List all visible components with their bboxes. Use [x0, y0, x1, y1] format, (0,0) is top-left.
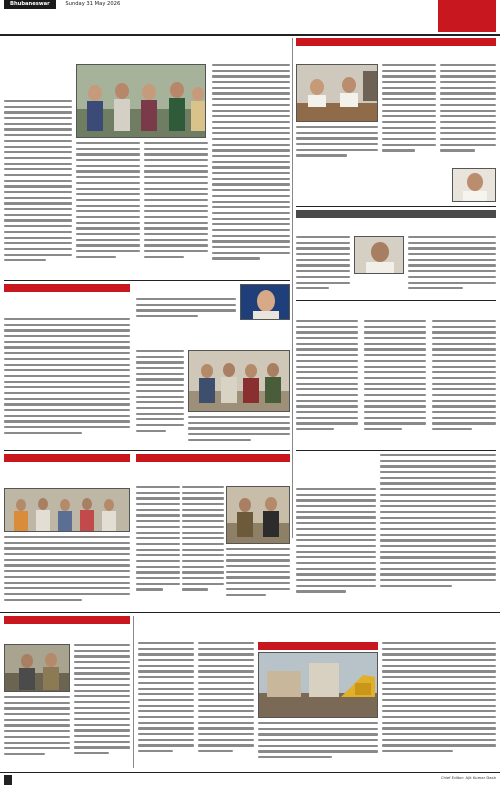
- left-brief-1-headline: [4, 294, 130, 314]
- right-mid-headline: [296, 220, 496, 232]
- right-top-kicker: [296, 38, 496, 46]
- crime-scene-photo-image: [5, 645, 70, 692]
- center-second-body-3: [226, 548, 290, 606]
- right-mid-body-2: [408, 236, 496, 300]
- brief-center-body: [136, 298, 236, 324]
- column-divider: [133, 616, 134, 768]
- center-second-body-2: [182, 486, 224, 606]
- bottom-main-kicker: [258, 642, 378, 650]
- section-rule: [4, 280, 290, 281]
- right-top-photo: [296, 64, 378, 122]
- crowd-photo-image: [5, 489, 130, 532]
- right-small-body-1: [296, 488, 376, 606]
- folio-line: [4, 0, 324, 9]
- masthead-date-odia: [328, 1, 438, 10]
- bottom-main-headline: [138, 616, 496, 638]
- bottom-main-body-1: [138, 642, 194, 766]
- advert-photo-image: [241, 285, 290, 320]
- right-top-headline: [296, 48, 496, 62]
- demolition-photo-image: [259, 653, 378, 718]
- right-small-body-2: [380, 454, 496, 606]
- lead-body-col-3: [144, 142, 208, 276]
- right-top-body-3: [296, 126, 378, 164]
- left-brief-1-body: [4, 318, 130, 448]
- bottom-left-body-1: [74, 644, 130, 766]
- brief-center-photo: [240, 284, 290, 320]
- person-photo-image: [355, 237, 404, 274]
- chief-editor: Chief Editor: Ajit Kumar Dash: [440, 775, 496, 780]
- left-brief-2-photo: [4, 488, 130, 532]
- lead-headline: [4, 38, 290, 60]
- bottom-section-rule: [0, 612, 500, 613]
- meeting-photo-image: [297, 65, 378, 122]
- lead-photo-image: [77, 65, 206, 138]
- right-mid2-body-2: [364, 320, 426, 446]
- left-brief-1-kicker: [4, 284, 130, 292]
- center-second-kicker: [136, 454, 290, 462]
- center-second-headline: [136, 464, 290, 482]
- lead-bullets: [4, 64, 72, 100]
- bottom-main-photo: [258, 652, 378, 718]
- police-photo-image: [227, 487, 290, 544]
- left-brief-2-kicker: [4, 454, 130, 462]
- left-brief-2-headline: [4, 464, 130, 486]
- center-big-headline: [136, 326, 290, 346]
- right-top-body-2: [440, 64, 496, 164]
- bottom-main-body-4: [382, 642, 496, 766]
- right-mid-kicker: [296, 210, 496, 218]
- section-rule: [296, 300, 496, 301]
- page-footer: [0, 772, 500, 787]
- section-rule: [4, 450, 290, 451]
- left-brief-2-body: [4, 536, 130, 608]
- page-number-box: [4, 775, 12, 785]
- right-mid-body-1: [296, 236, 350, 300]
- edition-date: Sunday 31 May 2026: [65, 1, 121, 7]
- right-mid2-headline: [296, 304, 496, 316]
- lead-photo: [76, 64, 206, 138]
- newspaper-logo: [438, 0, 496, 32]
- section-rule: [296, 450, 496, 451]
- right-mid-photo: [354, 236, 404, 274]
- lead-body-col-1: [4, 100, 72, 276]
- right-small-headline: [296, 454, 376, 484]
- masthead-rule: [0, 34, 500, 36]
- arrest-photo-image: [189, 351, 290, 412]
- center-second-body-1: [136, 486, 180, 606]
- bottom-main-body-3: [258, 722, 378, 766]
- right-top-portrait: [452, 168, 496, 202]
- center-big-body-1: [136, 350, 184, 446]
- center-big-body-2: [188, 416, 290, 446]
- center-second-photo: [226, 486, 290, 544]
- brief-center-headline: [136, 284, 236, 296]
- center-big-photo: [188, 350, 290, 412]
- section-rule: [296, 206, 496, 207]
- right-top-body-1: [382, 64, 436, 164]
- bottom-main-body-2: [198, 642, 254, 766]
- column-divider: [292, 38, 293, 538]
- editor-credit: [391, 775, 496, 780]
- lead-body-col-4: [212, 64, 290, 276]
- masthead: [0, 0, 500, 34]
- bottom-left-photo: [4, 644, 70, 692]
- right-mid2-body-3: [432, 320, 496, 446]
- bottom-left-kicker: [4, 616, 130, 624]
- right-mid2-body-1: [296, 320, 358, 446]
- bottom-left-body-2: [4, 696, 70, 766]
- portrait-image: [453, 169, 496, 202]
- bottom-left-headline: [4, 626, 130, 640]
- edition-city: Bhubaneswar: [4, 0, 56, 9]
- lead-body-col-2: [76, 142, 140, 276]
